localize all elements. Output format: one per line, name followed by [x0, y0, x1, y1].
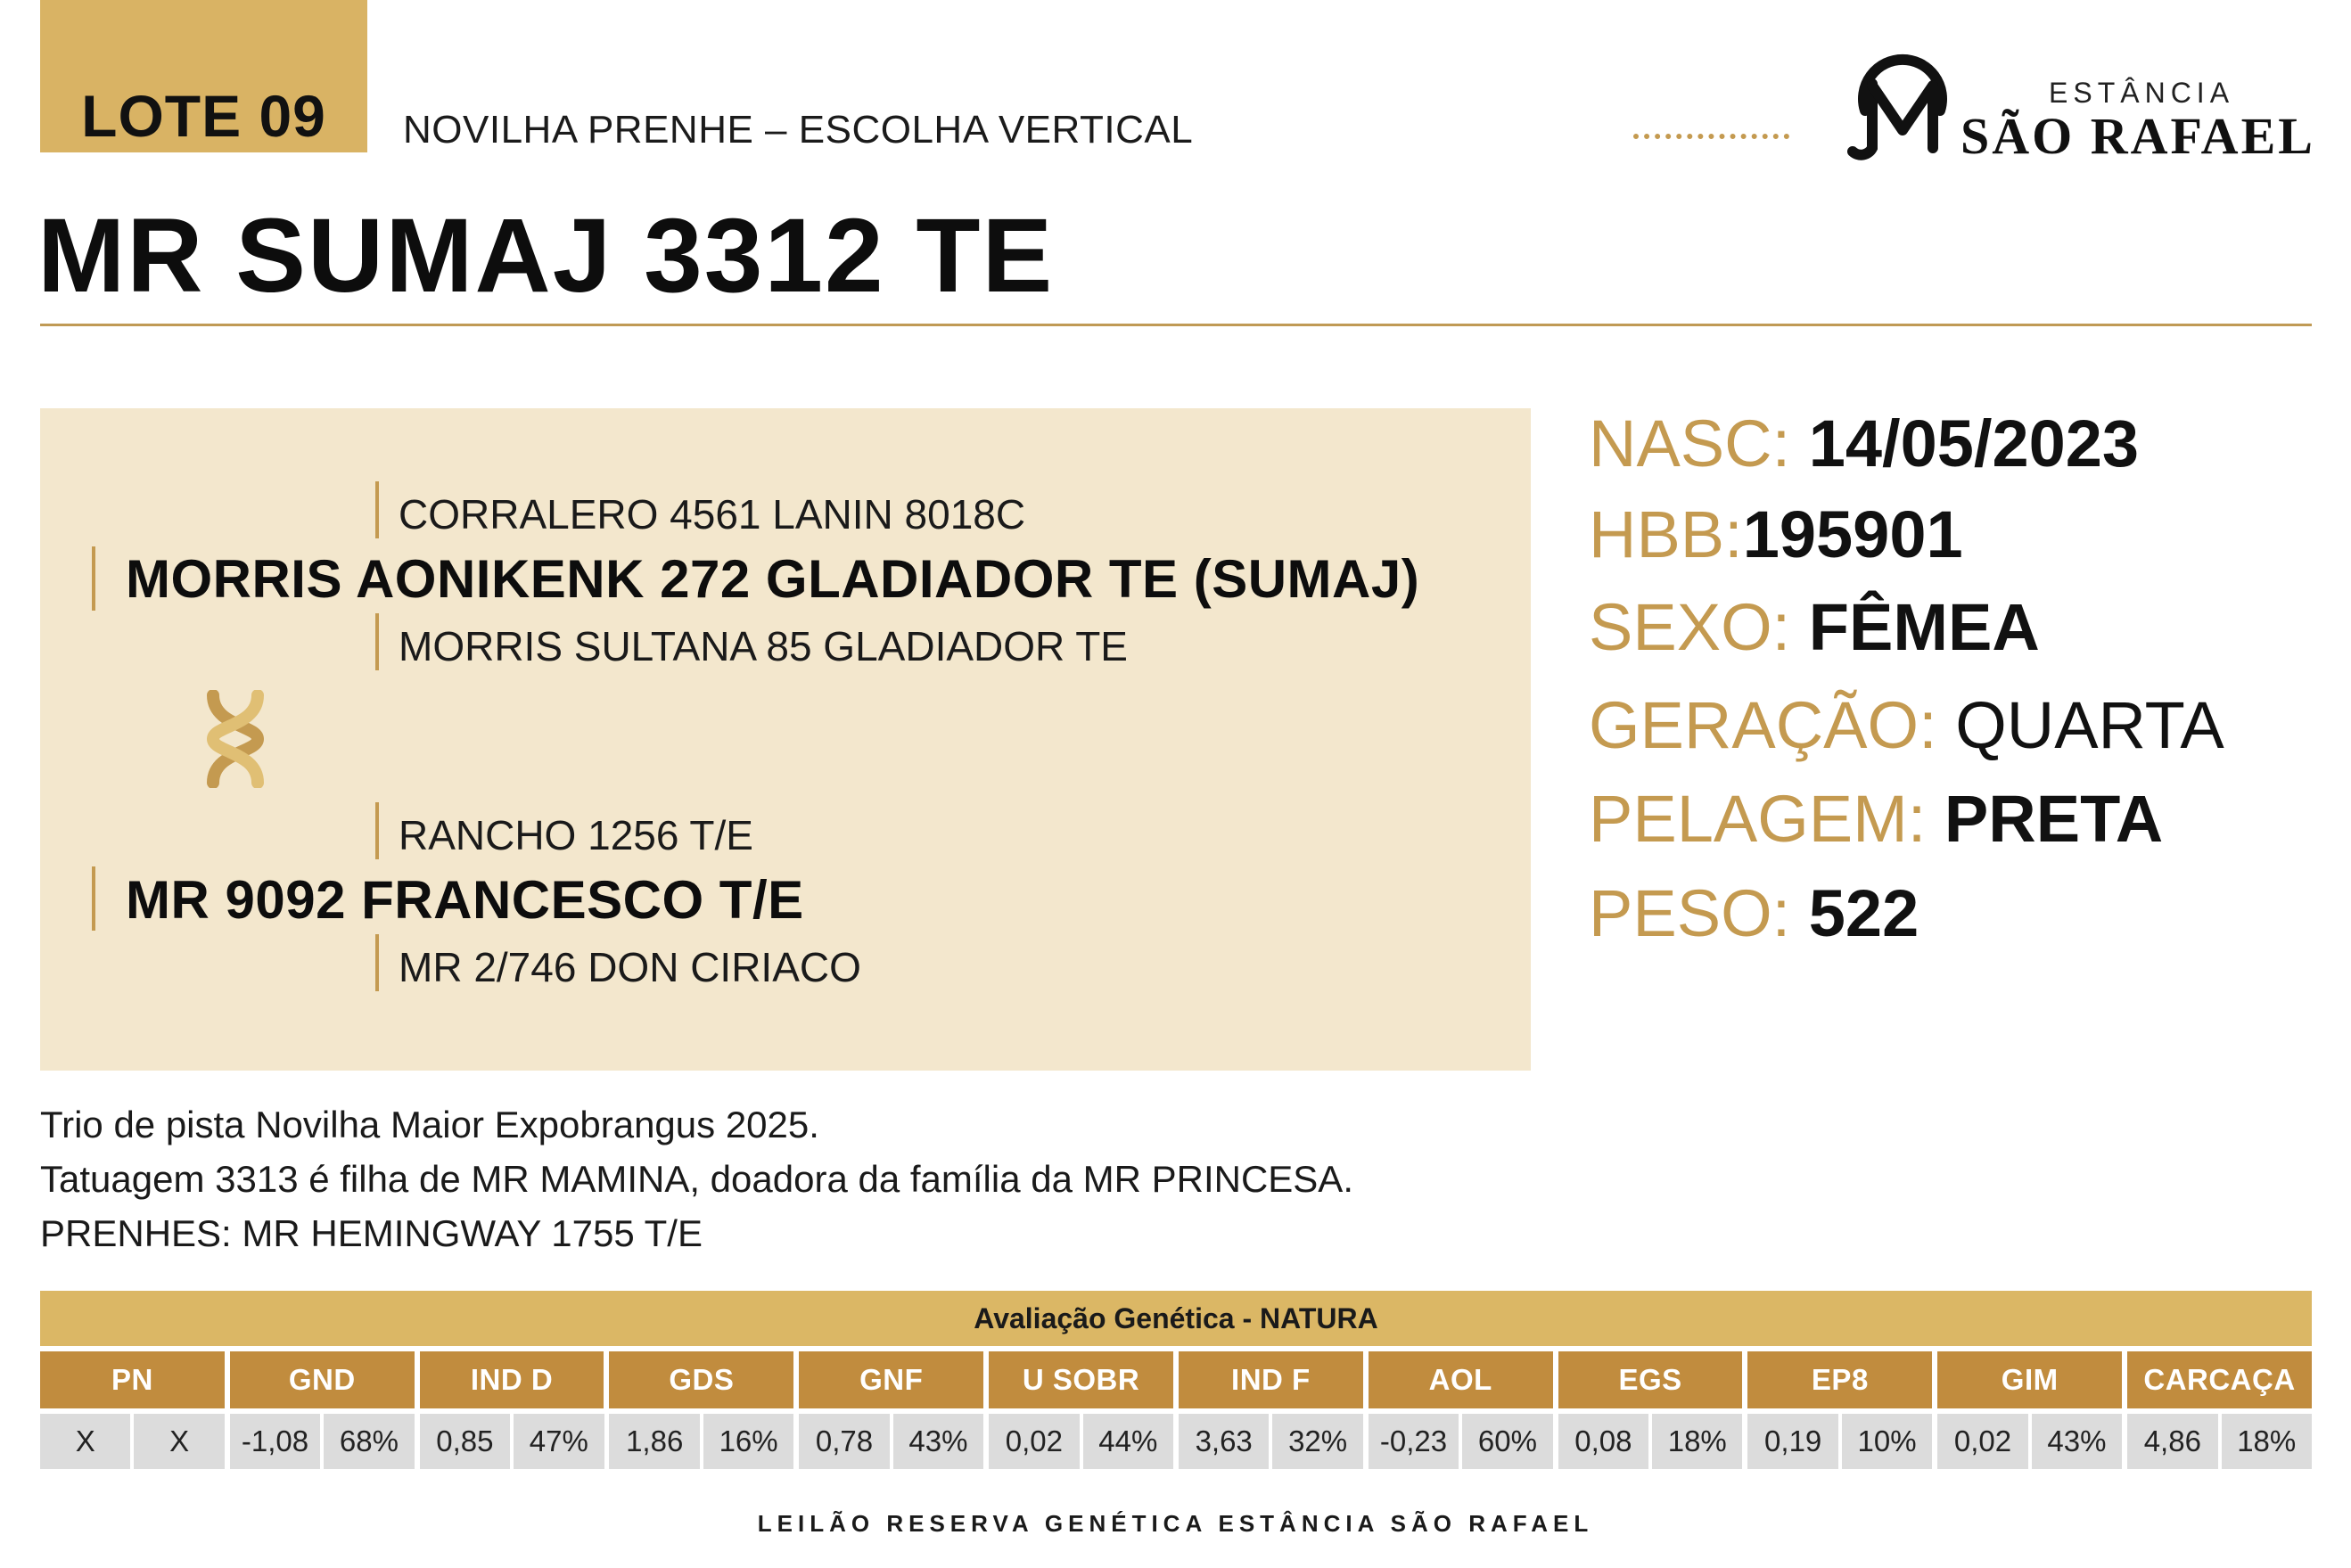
generation-value: QUARTA [1955, 688, 2224, 762]
genetics-header-cell: U SOBR [989, 1351, 1173, 1408]
lot-subtitle: NOVILHA PRENHE – ESCOLHA VERTICAL [403, 108, 1194, 152]
genetics-accuracy-value: 18% [1652, 1414, 1742, 1469]
genetics-header-cell: EGS [1558, 1351, 1743, 1408]
coat-label: PELAGEM: [1589, 782, 1927, 856]
genetics-dep-value: 0,02 [1937, 1414, 2027, 1469]
birth-date-row [1589, 406, 2140, 480]
genetics-values-row [40, 1414, 2312, 1469]
dam-name: MR 9092 FRANCESCO T/E [126, 870, 804, 930]
dotted-divider [1633, 134, 1789, 139]
genetics-dep-value: -0,23 [1369, 1414, 1459, 1469]
genetics-header-cell: GNF [799, 1351, 983, 1408]
genetics-value-group [1937, 1414, 2122, 1469]
genetics-accuracy-value: 47% [514, 1414, 604, 1469]
lot-number: LOTE 09 [81, 83, 326, 149]
weight-row [1589, 876, 1919, 950]
sire-name: MORRIS AONIKENK 272 GLADIADOR TE (SUMAJ) [126, 549, 1420, 609]
genetics-dep-value: 4,86 [2127, 1414, 2217, 1469]
genetics-accuracy-value: 32% [1272, 1414, 1362, 1469]
hbb-row [1589, 497, 1963, 571]
genetics-header-cell: CARCAÇA [2127, 1351, 2312, 1408]
genetics-header-cell: GIM [1937, 1351, 2122, 1408]
genetics-accuracy-value: 44% [1083, 1414, 1173, 1469]
lot-badge [40, 0, 367, 152]
title-divider [40, 324, 2312, 326]
genetics-header-cell: EP8 [1747, 1351, 1932, 1408]
genetics-header-cell: GND [230, 1351, 415, 1408]
dna-icon [186, 690, 284, 788]
genetics-value-group [1558, 1414, 1743, 1469]
sire-sire: CORRALERO 4561 LANIN 8018C [399, 491, 1026, 538]
genetics-accuracy-value: 68% [324, 1414, 414, 1469]
note-line: PRENHES: MR HEMINGWAY 1755 T/E [40, 1212, 703, 1254]
genetics-dep-value: 0,85 [420, 1414, 510, 1469]
sex-value: FÊMEA [1808, 590, 2040, 664]
genetics-accuracy-value: 16% [703, 1414, 793, 1469]
genetics-dep-value: X [40, 1414, 130, 1469]
genetics-value-group [1369, 1414, 1553, 1469]
genetics-accuracy-value: 43% [2032, 1414, 2122, 1469]
animal-name: MR SUMAJ 3312 TE [37, 197, 1055, 315]
hbb-label: HBB: [1589, 497, 1743, 571]
genetics-header-cell: IND D [420, 1351, 604, 1408]
genetics-accuracy-value: 18% [2222, 1414, 2312, 1469]
genetics-accuracy-value: 43% [893, 1414, 983, 1469]
logo-monogram-icon [1845, 48, 1960, 169]
note-line: Trio de pista Novilha Maior Expobrangus 2025. [40, 1104, 819, 1145]
genetics-accuracy-value: 60% [1462, 1414, 1552, 1469]
sex-label: SEXO: [1589, 590, 1791, 664]
generation-label: GERAÇÃO: [1589, 688, 1937, 762]
footer-text: LEILÃO RESERVA GENÉTICA ESTÂNCIA SÃO RAFAEL [757, 1510, 1594, 1537]
genetics-dep-value: -1,08 [230, 1414, 320, 1469]
coat-row [1589, 782, 2164, 856]
birth-date-label: NASC: [1589, 406, 1791, 480]
genetics-header-cell: PN [40, 1351, 225, 1408]
genetics-dep-value: 0,08 [1558, 1414, 1648, 1469]
genetics-value-group [2127, 1414, 2312, 1469]
genetics-dep-value: 0,78 [799, 1414, 889, 1469]
genetics-header-row [40, 1351, 2312, 1408]
weight-label: PESO: [1589, 876, 1791, 950]
genetics-value-group [1179, 1414, 1363, 1469]
pedigree-connector [92, 546, 95, 611]
pedigree-connector [375, 802, 379, 859]
pedigree-panel [40, 408, 1531, 1071]
genetics-accuracy-value: 10% [1842, 1414, 1932, 1469]
genetics-value-group [609, 1414, 793, 1469]
pedigree-connector [375, 481, 379, 538]
genetics-dep-value: 1,86 [609, 1414, 699, 1469]
genetics-header-cell: AOL [1369, 1351, 1553, 1408]
genetics-value-group [1747, 1414, 1932, 1469]
sex-row [1589, 590, 2040, 664]
weight-value: 522 [1808, 876, 1919, 950]
pedigree-connector [92, 866, 95, 931]
hbb-value: 195901 [1742, 497, 1963, 571]
genetics-header-cell: GDS [609, 1351, 793, 1408]
genetics-dep-value: 3,63 [1179, 1414, 1269, 1469]
genetics-value-group [799, 1414, 983, 1469]
pedigree-connector [375, 613, 379, 670]
logo-sao-rafael-text: SÃO RAFAEL [1961, 107, 2315, 165]
genetics-value-group [420, 1414, 604, 1469]
pedigree-connector [375, 934, 379, 991]
dam-dam: MR 2/746 DON CIRIACO [399, 944, 861, 990]
sire-dam: MORRIS SULTANA 85 GLADIADOR TE [399, 623, 1128, 669]
generation-row [1589, 688, 2224, 762]
genetics-header-cell: IND F [1179, 1351, 1363, 1408]
genetics-value-group [230, 1414, 415, 1469]
genetics-value-group [40, 1414, 225, 1469]
birth-date-value: 14/05/2023 [1808, 406, 2140, 480]
coat-value: PRETA [1944, 782, 2164, 856]
genetics-dep-value: 0,19 [1747, 1414, 1837, 1469]
logo-estancia-text: ESTÂNCIA [2049, 77, 2235, 109]
note-line: Tatuagem 3313 é filha de MR MAMINA, doadora da família da MR PRINCESA. [40, 1158, 1353, 1200]
genetics-value-group [989, 1414, 1173, 1469]
dam-sire: RANCHO 1256 T/E [399, 812, 753, 858]
genetics-accuracy-value: X [134, 1414, 224, 1469]
genetics-table-title: Avaliação Genética - NATURA [40, 1291, 2312, 1346]
genetics-dep-value: 0,02 [989, 1414, 1079, 1469]
